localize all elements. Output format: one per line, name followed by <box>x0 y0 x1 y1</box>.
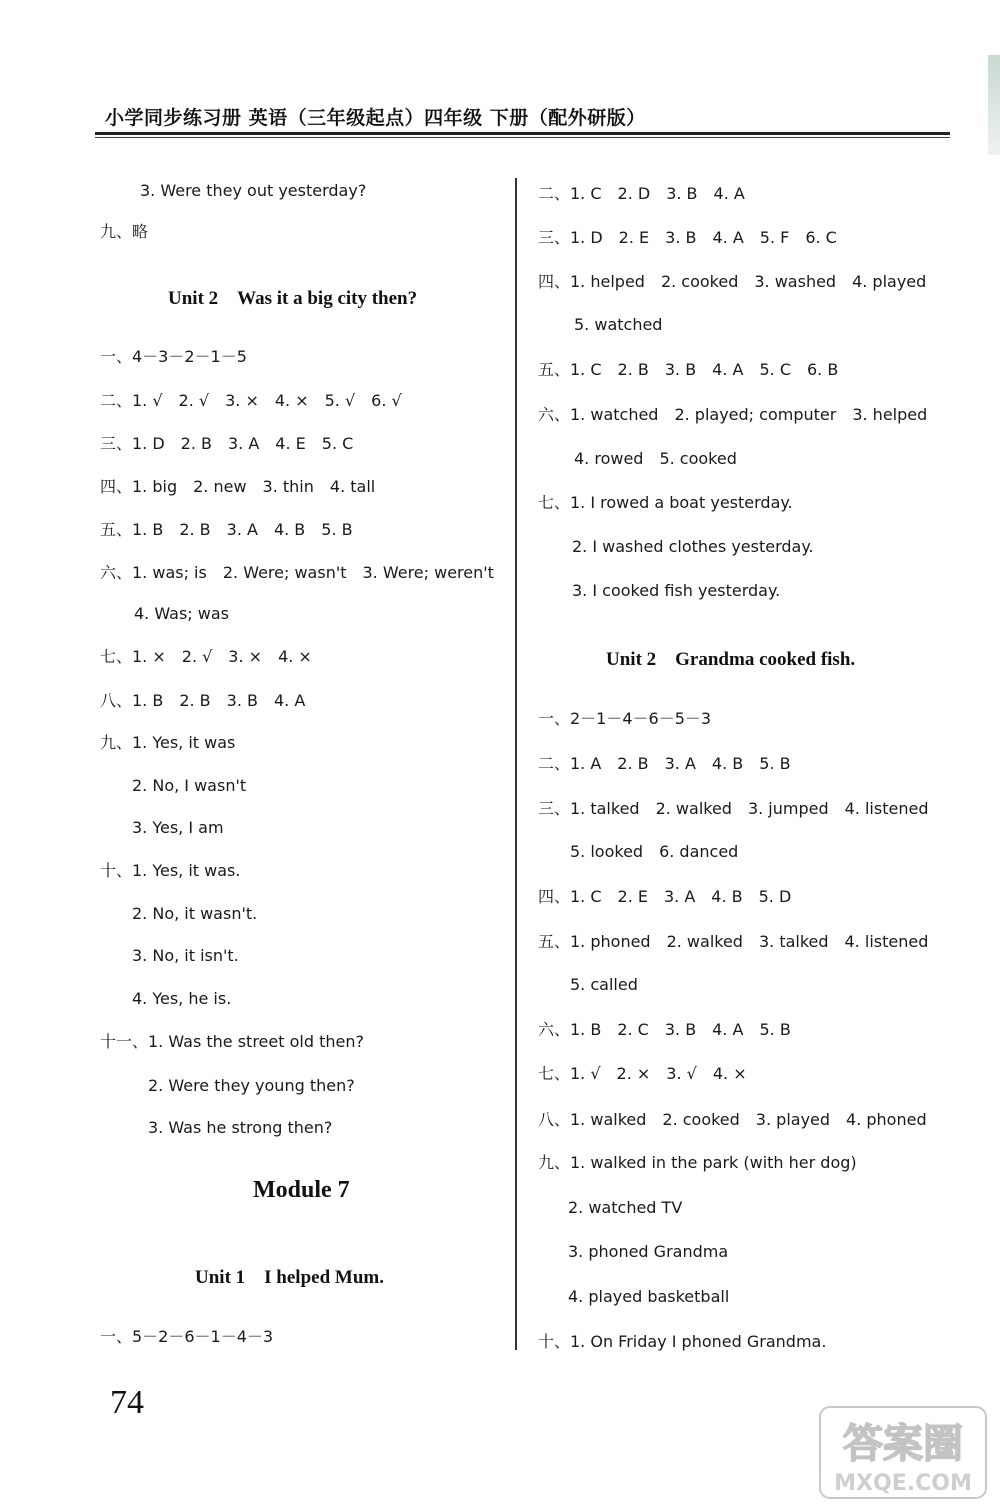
watermark-url: MXQE.COM <box>834 1471 972 1496</box>
answer-line: 一、5－2－6－1－4－3 <box>100 1327 274 1346</box>
answer-line: 2. No, it wasn't. <box>132 904 258 923</box>
answer-line: 八、1. walked 2. cooked 3. played 4. phoned <box>538 1110 927 1129</box>
answer-line: 3. Were they out yesterday? <box>140 181 367 200</box>
answer-line: 5. looked 6. danced <box>570 842 739 861</box>
answer-line: 四、1. big 2. new 3. thin 4. tall <box>100 477 376 496</box>
answer-line: 八、1. B 2. B 3. B 4. A <box>100 691 306 710</box>
answer-line: 2. Were they young then? <box>148 1076 355 1095</box>
column-divider <box>515 178 517 1350</box>
answer-line: 九、1. Yes, it was <box>100 733 236 752</box>
answer-line: 5. called <box>570 975 638 994</box>
watermark-text: 答案圈 <box>843 1421 963 1467</box>
answer-line: 4. Was; was <box>134 604 229 623</box>
module-title: Module 7 <box>253 1177 350 1203</box>
answer-line: 三、1. talked 2. walked 3. jumped 4. listened <box>538 799 929 818</box>
answer-line: 2. watched TV <box>568 1198 683 1217</box>
header-title: 小学同步练习册 英语（三年级起点）四年级 下册（配外研版） <box>105 107 646 129</box>
answer-line: 四、1. helped 2. cooked 3. washed 4. played <box>538 272 927 291</box>
answer-line: 3. phoned Grandma <box>568 1242 729 1261</box>
answer-line: 4. played basketball <box>568 1287 730 1306</box>
header-rule <box>95 132 950 135</box>
answer-line: 六、1. B 2. C 3. B 4. A 5. B <box>538 1020 791 1039</box>
answer-line: 五、1. C 2. B 3. B 4. A 5. C 6. B <box>538 360 839 379</box>
answer-line: 七、1. √ 2. × 3. √ 4. × <box>538 1064 747 1083</box>
answer-line: 二、1. C 2. D 3. B 4. A <box>538 184 745 203</box>
answer-line: 三、1. D 2. B 3. A 4. E 5. C <box>100 434 354 453</box>
answer-line: 四、1. C 2. E 3. A 4. B 5. D <box>538 887 792 906</box>
answer-line: 一、2－1－4－6－5－3 <box>538 709 712 728</box>
page-number: 74 <box>110 1384 144 1421</box>
answer-line: 十、1. Yes, it was. <box>100 861 241 880</box>
answer-line: 4. rowed 5. cooked <box>574 449 737 468</box>
answer-line: 3. Yes, I am <box>132 818 224 837</box>
answer-line: 二、1. A 2. B 3. A 4. B 5. B <box>538 754 791 773</box>
answer-line: 五、1. phoned 2. walked 3. talked 4. listened <box>538 932 929 951</box>
answer-line: 五、1. B 2. B 3. A 4. B 5. B <box>100 520 353 539</box>
watermark-logo <box>818 1405 988 1500</box>
answer-line: 2. No, I wasn't <box>132 776 247 795</box>
answer-line: 一、4－3－2－1－5 <box>100 347 247 366</box>
answer-line: 七、1. I rowed a boat yesterday. <box>538 493 793 512</box>
answer-line: 3. No, it isn't. <box>132 946 239 965</box>
answer-line: 七、1. × 2. √ 3. × 4. × <box>100 647 312 666</box>
unit-title: Unit 2 Grandma cooked fish. <box>606 649 856 670</box>
answer-line: 十一、1. Was the street old then? <box>100 1032 364 1051</box>
unit-title: Unit 2 Was it a big city then? <box>168 288 418 309</box>
answer-line: 3. I cooked fish yesterday. <box>572 581 781 600</box>
answer-line: 九、1. walked in the park (with her dog) <box>538 1153 857 1172</box>
page-edge-tab <box>988 55 1000 155</box>
header-rule-thin <box>95 137 950 138</box>
answer-line: 2. I washed clothes yesterday. <box>572 537 814 556</box>
answer-line: 九、略 <box>100 222 149 241</box>
answer-line: 3. Was he strong then? <box>148 1118 333 1137</box>
answer-line: 六、1. was; is 2. Were; wasn't 3. Were; weren't <box>100 563 494 582</box>
answer-line: 5. watched <box>574 315 663 334</box>
answer-line: 六、1. watched 2. played; computer 3. helped <box>538 405 928 424</box>
answer-line: 三、1. D 2. E 3. B 4. A 5. F 6. C <box>538 228 837 247</box>
unit-title: Unit 1 I helped Mum. <box>195 1267 384 1288</box>
answer-line: 二、1. √ 2. √ 3. × 4. × 5. √ 6. √ <box>100 391 402 410</box>
answer-line: 4. Yes, he is. <box>132 989 232 1008</box>
answer-line: 十、1. On Friday I phoned Grandma. <box>538 1332 827 1351</box>
